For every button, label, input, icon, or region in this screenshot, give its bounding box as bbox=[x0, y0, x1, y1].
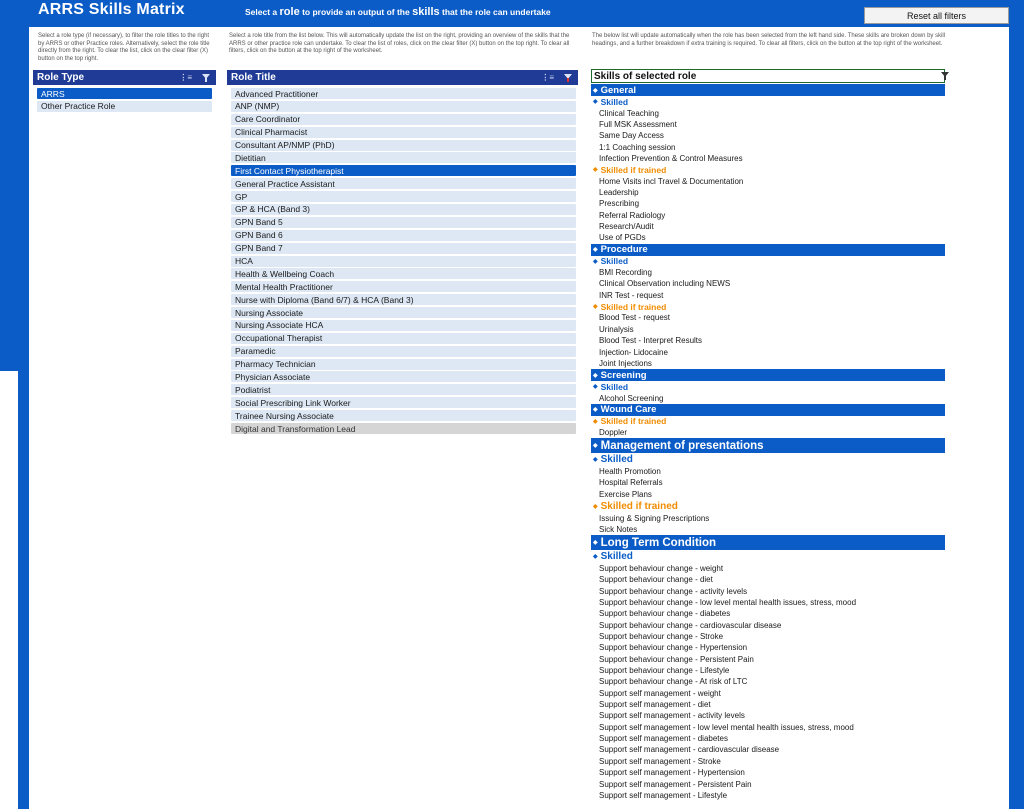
skill-label: Urinalysis bbox=[599, 324, 634, 334]
skill-item bbox=[591, 221, 945, 232]
expand-bullet-icon[interactable]: ◆ bbox=[593, 304, 598, 311]
skill-label: Support self management - cardiovascular disease bbox=[599, 745, 780, 755]
skill-label: Clinical Teaching bbox=[599, 108, 659, 118]
role-title-item[interactable]: Consultant AP/NMP (PhD) bbox=[231, 140, 576, 151]
role-title-item[interactable]: GP & HCA (Band 3) bbox=[231, 204, 576, 215]
skill-category-row bbox=[591, 244, 945, 256]
skill-label: Skilled bbox=[600, 454, 633, 466]
skill-item bbox=[591, 392, 945, 403]
expand-bullet-icon[interactable]: ◆ bbox=[593, 503, 598, 510]
role-title-item[interactable]: Pharmacy Technician bbox=[231, 359, 576, 370]
expand-bullet-icon[interactable]: ◆ bbox=[593, 247, 598, 254]
skill-item bbox=[591, 466, 945, 477]
expand-bullet-icon[interactable]: ◆ bbox=[593, 87, 598, 94]
skill-label: Support self management - Hypertension bbox=[599, 768, 745, 778]
skill-label: Support behaviour change - At risk of LTC bbox=[599, 677, 748, 687]
skill-category-row bbox=[591, 535, 945, 550]
skill-item bbox=[591, 597, 945, 608]
skill-item bbox=[591, 107, 945, 118]
skill-label: Skilled bbox=[600, 96, 629, 107]
role-title-item[interactable]: First Contact Physiotherapist bbox=[231, 165, 576, 176]
role-title-item[interactable]: Trainee Nursing Associate bbox=[231, 410, 576, 421]
skill-label: Same Day Access bbox=[599, 131, 664, 141]
skill-item bbox=[591, 477, 945, 488]
skill-level-row bbox=[591, 416, 945, 427]
right-border bbox=[1009, 27, 1024, 809]
role-title-item[interactable]: Digital and Transformation Lead bbox=[231, 423, 576, 434]
skill-level-row bbox=[591, 96, 945, 107]
skill-item bbox=[591, 346, 945, 357]
skill-label: Research/Audit bbox=[599, 222, 654, 232]
skill-item bbox=[591, 676, 945, 687]
skill-item bbox=[591, 767, 945, 778]
skill-label: BMI Recording bbox=[599, 268, 652, 278]
role-title-item[interactable]: Paramedic bbox=[231, 346, 576, 357]
skill-item bbox=[591, 130, 945, 141]
skill-item bbox=[591, 358, 945, 369]
skill-label: Doppler bbox=[599, 428, 628, 438]
role-title-item[interactable]: ANP (NMP) bbox=[231, 101, 576, 112]
multi-select-icon[interactable]: ⋮≡ bbox=[541, 73, 554, 82]
skill-item bbox=[591, 665, 945, 676]
skill-category-row bbox=[591, 438, 945, 453]
clear-filter-icon[interactable] bbox=[202, 74, 211, 82]
skill-label: Full MSK Assessment bbox=[599, 119, 677, 129]
role-title-item[interactable]: Nurse with Diploma (Band 6/7) & HCA (Band 3) bbox=[231, 294, 576, 305]
role-title-item[interactable]: Advanced Practitioner bbox=[231, 88, 576, 99]
skill-label: Screening bbox=[600, 369, 647, 381]
skill-item bbox=[591, 790, 945, 801]
skill-item bbox=[591, 778, 945, 789]
page-subtitle: Select a role to provide an output of the skills that the role can undertake bbox=[245, 6, 551, 18]
role-title-item[interactable]: GP bbox=[231, 191, 576, 202]
skill-item bbox=[591, 232, 945, 243]
role-title-item[interactable]: GPN Band 7 bbox=[231, 243, 576, 254]
skill-label: Support behaviour change - low level mental health issues, stress, mood bbox=[599, 597, 857, 607]
skill-label: Skilled if trained bbox=[600, 164, 667, 175]
expand-bullet-icon[interactable]: ◆ bbox=[593, 384, 598, 391]
skill-label: Injection- Lidocaine bbox=[599, 347, 668, 357]
skill-item bbox=[591, 119, 945, 130]
skill-item bbox=[591, 608, 945, 619]
skill-item bbox=[591, 324, 945, 335]
skill-item bbox=[591, 563, 945, 574]
expand-bullet-icon[interactable]: ◆ bbox=[593, 418, 598, 425]
skill-label: Infection Prevention & Control Measures bbox=[599, 153, 743, 163]
skill-item bbox=[591, 335, 945, 346]
skill-label: General bbox=[600, 84, 637, 96]
role-title-item[interactable]: GPN Band 5 bbox=[231, 217, 576, 228]
role-title-item[interactable]: Occupational Therapist bbox=[231, 333, 576, 344]
skill-item bbox=[591, 175, 945, 186]
skill-label: Prescribing bbox=[599, 199, 640, 209]
role-title-item[interactable]: Health & Wellbeing Coach bbox=[231, 268, 576, 279]
role-title-item[interactable]: Physician Associate bbox=[231, 371, 576, 382]
skill-label: 1:1 Coaching session bbox=[599, 142, 676, 152]
role-title-item[interactable]: Dietitian bbox=[231, 152, 576, 163]
skill-label: Support self management - weight bbox=[599, 688, 721, 698]
skill-label: Support behaviour change - weight bbox=[599, 563, 724, 573]
expand-bullet-icon[interactable]: ◆ bbox=[593, 99, 598, 106]
skill-level-row bbox=[591, 453, 945, 466]
skill-item bbox=[591, 688, 945, 699]
skill-label: Support behaviour change - diet bbox=[599, 575, 713, 585]
skill-item bbox=[591, 642, 945, 653]
skill-level-row bbox=[591, 256, 945, 267]
skill-item bbox=[591, 187, 945, 198]
skill-item bbox=[591, 198, 945, 209]
expand-bullet-icon[interactable]: ◆ bbox=[593, 457, 598, 464]
skill-label: Support behaviour change - Persistent Pain bbox=[599, 654, 754, 664]
skill-label: INR Test - request bbox=[599, 290, 664, 300]
skill-level-row bbox=[591, 164, 945, 175]
skill-label: Blood Test - request bbox=[599, 313, 671, 323]
skill-item bbox=[591, 585, 945, 596]
expand-bullet-icon[interactable]: ◆ bbox=[593, 553, 598, 560]
skill-label: Long Term Condition bbox=[600, 536, 717, 549]
skill-level-row bbox=[591, 550, 945, 563]
skill-label: Alcohol Screening bbox=[599, 393, 664, 403]
role-title-item[interactable]: Podiatrist bbox=[231, 384, 576, 395]
skill-item bbox=[591, 756, 945, 767]
skill-label: Skilled if trained bbox=[600, 500, 678, 512]
skill-label: Blood Test - Interpret Results bbox=[599, 336, 703, 346]
role-type-item[interactable]: Other Practice Role bbox=[37, 101, 212, 112]
skill-label: Skilled bbox=[600, 256, 629, 267]
skill-item bbox=[591, 722, 945, 733]
skill-item bbox=[591, 699, 945, 710]
skill-item bbox=[591, 267, 945, 278]
skills-table-header: Skills of selected role bbox=[591, 69, 945, 83]
skill-level-row bbox=[591, 381, 945, 392]
skill-label: Home Visits incl Travel & Documentation bbox=[599, 176, 744, 186]
skill-item bbox=[591, 744, 945, 755]
role-title-item[interactable]: Nursing Associate bbox=[231, 307, 576, 318]
role-type-item[interactable]: ARRS bbox=[37, 88, 212, 99]
role-title-instructions: Select a role title from the list below. This will automatically update the list on the right, providing an overview of the skills that the ARRS or other practice role can undertake. To clear the list of roles, click on the clear filter (X) button on the top right. To clear all filters, click on the button at the top right of the worksheet. bbox=[229, 33, 570, 54]
skill-label: Skilled if trained bbox=[600, 301, 667, 312]
skill-label: Support self management - diet bbox=[599, 700, 711, 710]
role-title-item[interactable]: Clinical Pharmacist bbox=[231, 127, 576, 138]
skill-label: Hospital Referrals bbox=[599, 478, 663, 488]
role-type-instructions: Select a role type (if necessary), to filter the role titles to the right by ARRS or other Practice roles. Alternatively, select the role title directly from the right. To clear the list, click on the clear filter (X) button on the top right. bbox=[38, 33, 210, 62]
skill-item bbox=[591, 210, 945, 221]
skill-label: Support behaviour change - diabetes bbox=[599, 609, 731, 619]
skill-label: Sick Notes bbox=[599, 525, 638, 535]
skill-label: Management of presentations bbox=[600, 439, 764, 452]
skill-label: Support behaviour change - Hypertension bbox=[599, 643, 748, 653]
skill-label: Support behaviour change - cardiovascular disease bbox=[599, 620, 782, 630]
left-border bbox=[0, 27, 29, 809]
role-title-item[interactable]: Mental Health Practitioner bbox=[231, 281, 576, 292]
expand-bullet-icon[interactable]: ◆ bbox=[593, 258, 598, 265]
role-title-item[interactable]: GPN Band 6 bbox=[231, 230, 576, 241]
skill-item bbox=[591, 733, 945, 744]
skill-label: Support behaviour change - activity levels bbox=[599, 586, 748, 596]
role-title-item[interactable]: HCA bbox=[231, 256, 576, 267]
skill-label: Support self management - activity levels bbox=[599, 711, 745, 721]
skill-item bbox=[591, 654, 945, 665]
skill-label: Leadership bbox=[599, 187, 639, 197]
skill-item bbox=[591, 141, 945, 152]
skill-label: Referral Radiology bbox=[599, 210, 666, 220]
skill-item bbox=[591, 278, 945, 289]
expand-bullet-icon[interactable]: ◆ bbox=[593, 407, 598, 414]
skill-category-row bbox=[591, 369, 945, 381]
skill-label: Skilled bbox=[600, 550, 633, 562]
skill-label: Skilled bbox=[600, 381, 629, 392]
expand-bullet-icon[interactable]: ◆ bbox=[593, 372, 598, 379]
skill-item bbox=[591, 489, 945, 500]
role-title-item[interactable]: General Practice Assistant bbox=[231, 178, 576, 189]
role-title-item[interactable]: Nursing Associate HCA bbox=[231, 320, 576, 331]
skill-level-row bbox=[591, 301, 945, 312]
skill-category-row bbox=[591, 84, 945, 96]
skill-label: Joint Injections bbox=[599, 358, 652, 368]
skill-category-row bbox=[591, 404, 945, 416]
skill-item bbox=[591, 153, 945, 164]
skill-label: Exercise Plans bbox=[599, 489, 652, 499]
role-title-item[interactable]: Care Coordinator bbox=[231, 114, 576, 125]
role-title-item[interactable]: Social Prescribing Link Worker bbox=[231, 397, 576, 408]
skill-label: Wound Care bbox=[600, 404, 657, 416]
skill-item bbox=[591, 513, 945, 524]
expand-bullet-icon[interactable]: ◆ bbox=[593, 167, 598, 174]
role-type-slicer-header: Role Type ⋮≡ bbox=[33, 70, 216, 85]
skill-label: Support behaviour change - Stroke bbox=[599, 631, 724, 641]
skill-item bbox=[591, 524, 945, 535]
clear-filter-icon[interactable] bbox=[564, 74, 573, 82]
skill-label: Clinical Observation including NEWS bbox=[599, 279, 731, 289]
skill-item bbox=[591, 427, 945, 438]
skill-item bbox=[591, 312, 945, 323]
skill-item bbox=[591, 710, 945, 721]
skill-label: Support self management - diabetes bbox=[599, 734, 728, 744]
skill-item bbox=[591, 631, 945, 642]
skill-label: Issuing & Signing Prescriptions bbox=[599, 513, 710, 523]
skill-label: Support self management - Lifestyle bbox=[599, 790, 728, 800]
skill-label: Procedure bbox=[600, 244, 648, 256]
skill-item bbox=[591, 619, 945, 630]
expand-bullet-icon[interactable]: ◆ bbox=[593, 443, 598, 450]
skill-level-row bbox=[591, 500, 945, 513]
skill-label: Support self management - Stroke bbox=[599, 756, 721, 766]
skill-label: Health Promotion bbox=[599, 467, 661, 477]
skill-label: Support behaviour change - Lifestyle bbox=[599, 666, 730, 676]
expand-bullet-icon[interactable]: ◆ bbox=[593, 540, 598, 547]
role-title-slicer-header: Role Title ⋮≡ bbox=[227, 70, 578, 85]
skill-label: Support self management - Persistent Pain bbox=[599, 779, 752, 789]
reset-all-filters-button[interactable]: Reset all filters bbox=[864, 7, 1009, 24]
skill-label: Support self management - low level mental health issues, stress, mood bbox=[599, 722, 854, 732]
skill-label: Use of PGDs bbox=[599, 233, 646, 243]
skill-label: Skilled if trained bbox=[600, 416, 667, 427]
multi-select-icon[interactable]: ⋮≡ bbox=[179, 73, 192, 82]
app-title: ARRS Skills Matrix bbox=[38, 1, 185, 18]
skill-item bbox=[591, 574, 945, 585]
skill-item bbox=[591, 290, 945, 301]
skills-instructions: The below list will update automatically when the role has been selected from the left hand side. These skills are broken down by skill headings, and a further breakdown if extra training is required. To clear all filters, click on the button at the top right of the worksheet. bbox=[592, 33, 946, 47]
